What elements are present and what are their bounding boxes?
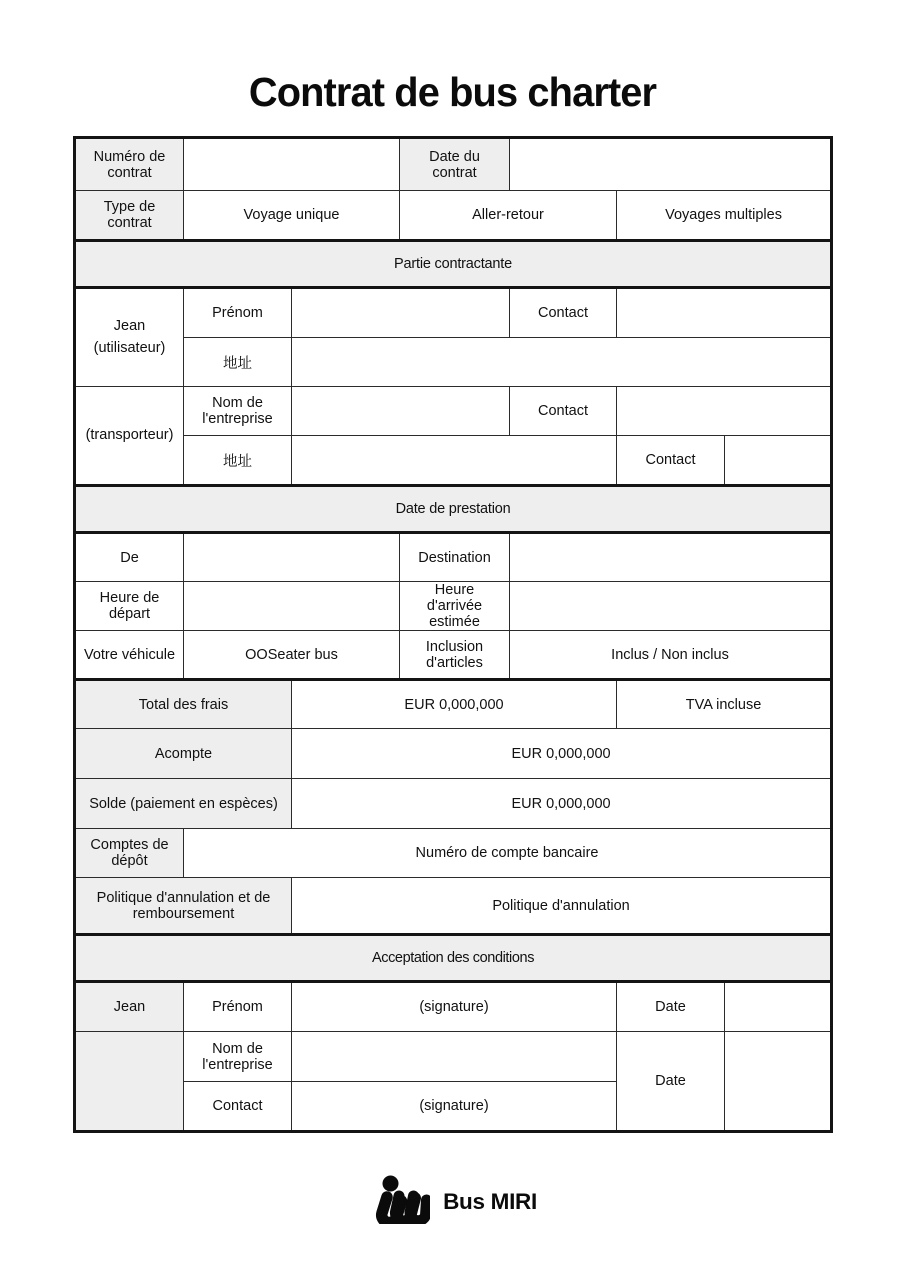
cancellation-policy-label: Politique d'annulation et de remboursement <box>75 878 292 935</box>
vehicle-label: Votre véhicule <box>75 631 184 680</box>
carrier-role-line2: (transporteur) <box>85 426 174 443</box>
section-header-contracting-party <box>75 241 832 288</box>
contract-number-value[interactable] <box>184 138 400 191</box>
table-row-contract-number <box>75 138 832 191</box>
vat-note: TVA incluse <box>617 680 832 729</box>
iw-brand-logo-icon <box>368 1174 430 1229</box>
acceptance-carrier-date-label: Date <box>617 1032 725 1132</box>
contract-type-option-multiple[interactable]: Voyages multiples <box>617 191 832 241</box>
total-fees-label: Total des frais <box>75 680 292 729</box>
acceptance-carrier-signature[interactable]: (signature) <box>292 1082 617 1132</box>
brand-name: Bus MIRI <box>443 1188 537 1214</box>
contract-type-label: Type de contrat <box>75 191 184 241</box>
total-fees-value[interactable]: EUR 0,000,000 <box>292 680 617 729</box>
inclusion-label: Inclusion d'articles <box>400 631 510 680</box>
balance-value[interactable]: EUR 0,000,000 <box>292 779 832 829</box>
acceptance-user-date-value[interactable] <box>725 982 832 1032</box>
cancellation-policy-value[interactable]: Politique d'annulation <box>292 878 832 935</box>
acceptance-carrier-role <box>75 1032 184 1132</box>
user-contact-value[interactable] <box>617 288 832 338</box>
vehicle-value[interactable]: OOSeater bus <box>184 631 400 680</box>
table-row-deposit <box>75 729 832 779</box>
table-row-times <box>75 582 832 631</box>
from-label: De <box>75 533 184 582</box>
from-value[interactable] <box>184 533 400 582</box>
table-row-acceptance-user <box>75 982 832 1032</box>
carrier-contact-value[interactable] <box>617 387 832 436</box>
carrier-company-name-label: Nom de l'entreprise <box>184 387 292 436</box>
contract-type-option-roundtrip[interactable]: Aller-retour <box>400 191 617 241</box>
acceptance-user-signature[interactable]: (signature) <box>292 982 617 1032</box>
acceptance-user-date-label: Date <box>617 982 725 1032</box>
table-row-total-fees <box>75 680 832 729</box>
departure-time-label: Heure de départ <box>75 582 184 631</box>
acceptance-carrier-company-name-value[interactable] <box>292 1032 617 1082</box>
table-row-user-name <box>75 288 832 338</box>
user-role-cell <box>75 288 184 387</box>
contract-number-label: Numéro de contrat <box>75 138 184 191</box>
table-row-carrier-company <box>75 387 832 436</box>
user-first-name-label: Prénom <box>184 288 292 338</box>
user-role-line1: Jean <box>113 317 146 334</box>
contract-type-option-single[interactable]: Voyage unique <box>184 191 400 241</box>
acceptance-title: Acceptation des conditions <box>75 935 832 982</box>
bank-accounts-label: Comptes de dépôt <box>75 829 184 878</box>
table-row-bank-account <box>75 829 832 878</box>
deposit-label: Acompte <box>75 729 292 779</box>
contracting-party-title: Partie contractante <box>75 241 832 288</box>
table-row-cancellation-policy <box>75 878 832 935</box>
destination-value[interactable] <box>510 533 832 582</box>
carrier-contact2-label: Contact <box>617 436 725 486</box>
page-title: Contrat de bus charter <box>248 69 657 115</box>
destination-label: Destination <box>400 533 510 582</box>
table-row-contract-type <box>75 191 832 241</box>
carrier-company-name-value[interactable] <box>292 387 510 436</box>
user-role-line2: (utilisateur) <box>93 339 166 356</box>
table-row-vehicle <box>75 631 832 680</box>
deposit-value[interactable]: EUR 0,000,000 <box>292 729 832 779</box>
footer-brand <box>0 1174 905 1229</box>
contract-date-label: Date du contrat <box>400 138 510 191</box>
contract-table <box>73 136 833 1133</box>
table-row-carrier-address <box>75 436 832 486</box>
carrier-role-cell <box>75 387 184 486</box>
carrier-contact2-value[interactable] <box>725 436 832 486</box>
arrival-time-value[interactable] <box>510 582 832 631</box>
user-address-value[interactable] <box>292 338 832 387</box>
acceptance-carrier-company-name-label: Nom de l'entreprise <box>184 1032 292 1082</box>
contract-date-value[interactable] <box>510 138 832 191</box>
departure-time-value[interactable] <box>184 582 400 631</box>
service-date-title: Date de prestation <box>75 486 832 533</box>
user-first-name-value[interactable] <box>292 288 510 338</box>
user-contact-label: Contact <box>510 288 617 338</box>
acceptance-carrier-date-value[interactable] <box>725 1032 832 1132</box>
table-row-user-address <box>75 338 832 387</box>
table-row-from-destination <box>75 533 832 582</box>
carrier-contact-label: Contact <box>510 387 617 436</box>
carrier-address-value[interactable] <box>292 436 617 486</box>
carrier-address-label: 地址 <box>184 436 292 486</box>
arrival-time-label: Heure d'arrivée estimée <box>400 582 510 631</box>
section-header-acceptance <box>75 935 832 982</box>
acceptance-user-role: Jean <box>75 982 184 1032</box>
inclusion-value[interactable]: Inclus / Non inclus <box>510 631 832 680</box>
table-row-acceptance-carrier-company <box>75 1032 832 1082</box>
bank-accounts-value[interactable]: Numéro de compte bancaire <box>184 829 832 878</box>
section-header-service-date <box>75 486 832 533</box>
acceptance-user-first-name-label: Prénom <box>184 982 292 1032</box>
balance-label: Solde (paiement en espèces) <box>75 779 292 829</box>
acceptance-carrier-contact-label: Contact <box>184 1082 292 1132</box>
user-address-label: 地址 <box>184 338 292 387</box>
table-row-balance <box>75 779 832 829</box>
